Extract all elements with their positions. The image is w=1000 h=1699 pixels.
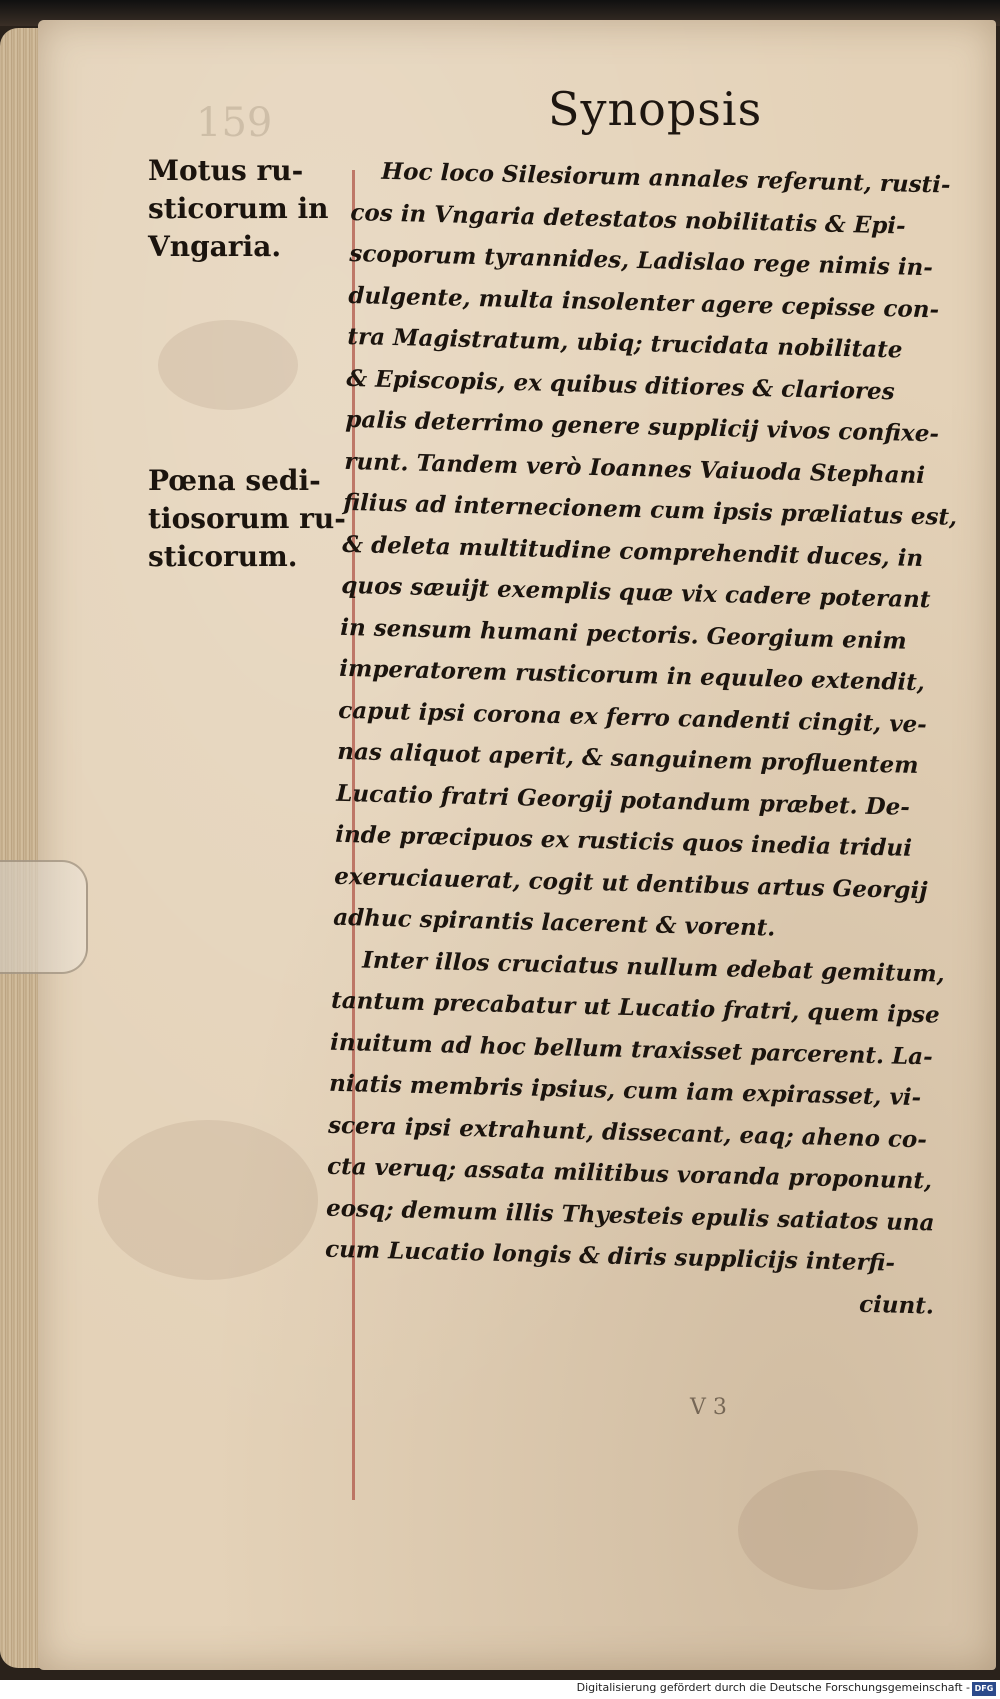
text-line: caput ipsi corona ex ferro candenti cingit, ve- (337, 696, 928, 738)
text-line: runt. Tandem verò Ioannes Vaiuoda Stephani (344, 447, 926, 489)
text-line: scoporum tyrannides, Ladislao rege nimis in- (349, 239, 934, 282)
marginal-note-motus (148, 152, 348, 266)
text-line: tra Magistratum, ubiq; trucidata nobilitate (347, 322, 903, 364)
marginal-line: Motus ru- (148, 154, 304, 187)
text-line: imperatorem rusticorum in equuleo extendit, (339, 654, 926, 697)
marginal-line: sticorum in (148, 192, 329, 225)
text-line: adhuc spirantis lacerent & vorent. (332, 903, 776, 942)
text-line: dulgente, multa insolenter agere cepisse con- (348, 281, 940, 323)
paper-stain (98, 1120, 318, 1280)
bleed-through-page-number: 159 (196, 100, 273, 146)
signature-mark: V 3 (690, 1395, 727, 1420)
text-line: quos sæuijt exemplis quæ vix cadere poterant (341, 571, 931, 614)
text-line: tantum precabatur ut Lucatio fratri, quem ipse (330, 986, 940, 1029)
text-line: cos in Vngaria detestatos nobilitatis & Epi- (350, 198, 906, 240)
text-line: Lucatio fratri Georgij potandum præbet. De- (335, 779, 911, 821)
text-line: & deleta multitudine comprehendit duces, in (342, 530, 924, 572)
body-text (324, 150, 972, 1327)
text-line: inuitum ad hoc bellum traxisset parcerent. La- (329, 1028, 934, 1070)
text-line: Hoc loco Silesiorum annales referunt, rusti- (381, 157, 951, 199)
marginal-line: tiosorum ru- (148, 502, 346, 535)
page-clip (0, 860, 88, 974)
text-line: cta veruq; assata militibus voranda proponunt, (326, 1152, 933, 1195)
text-line: Inter illos cruciatus nullum edebat gemitum, (361, 945, 945, 988)
text-line: in sensum humani pectoris. Georgium enim (340, 613, 908, 655)
marginal-line: Pœna sedi- (148, 464, 321, 497)
paper-stain (738, 1470, 918, 1590)
text-line: ciunt. (858, 1290, 935, 1320)
text-line: niatis membris ipsius, cum iam expirasset, vi- (328, 1069, 922, 1112)
text-line: scera ipsi extrahunt, dissecant, eaq; aheno co- (327, 1111, 928, 1153)
running-header: Synopsis (548, 82, 763, 136)
text-line: nas aliquot aperit, & sanguinem profluentem (336, 737, 919, 780)
text-line: exeruciauerat, cogit ut dentibus artus Georgij (333, 862, 928, 904)
text-line: & Episcopis, ex quibus ditiores & clariores (346, 364, 896, 405)
text-line: inde præcipuos ex rusticis quos inedia tridui (334, 820, 913, 862)
text-line: eosq; demum illis Thyesteis epulis satiatos una (325, 1194, 935, 1237)
marginal-line: sticorum. (148, 540, 298, 573)
footer-credit-text: Digitalisierung gefördert durch die Deutsche Forschungsgemeinschaft - (576, 1681, 970, 1694)
marginal-line: Vngaria. (148, 230, 282, 263)
text-line: cum Lucatio longis & diris supplicijs interfi- (324, 1235, 896, 1277)
marginal-note-poena (148, 462, 348, 576)
text-line: palis deterrimo genere supplicij vivos confixe- (345, 405, 940, 448)
paper-stain (158, 320, 298, 410)
dfg-logo-icon: DFG (972, 1682, 996, 1696)
text-line: filius ad internecionem cum ipsis præliatus est, (343, 488, 958, 531)
